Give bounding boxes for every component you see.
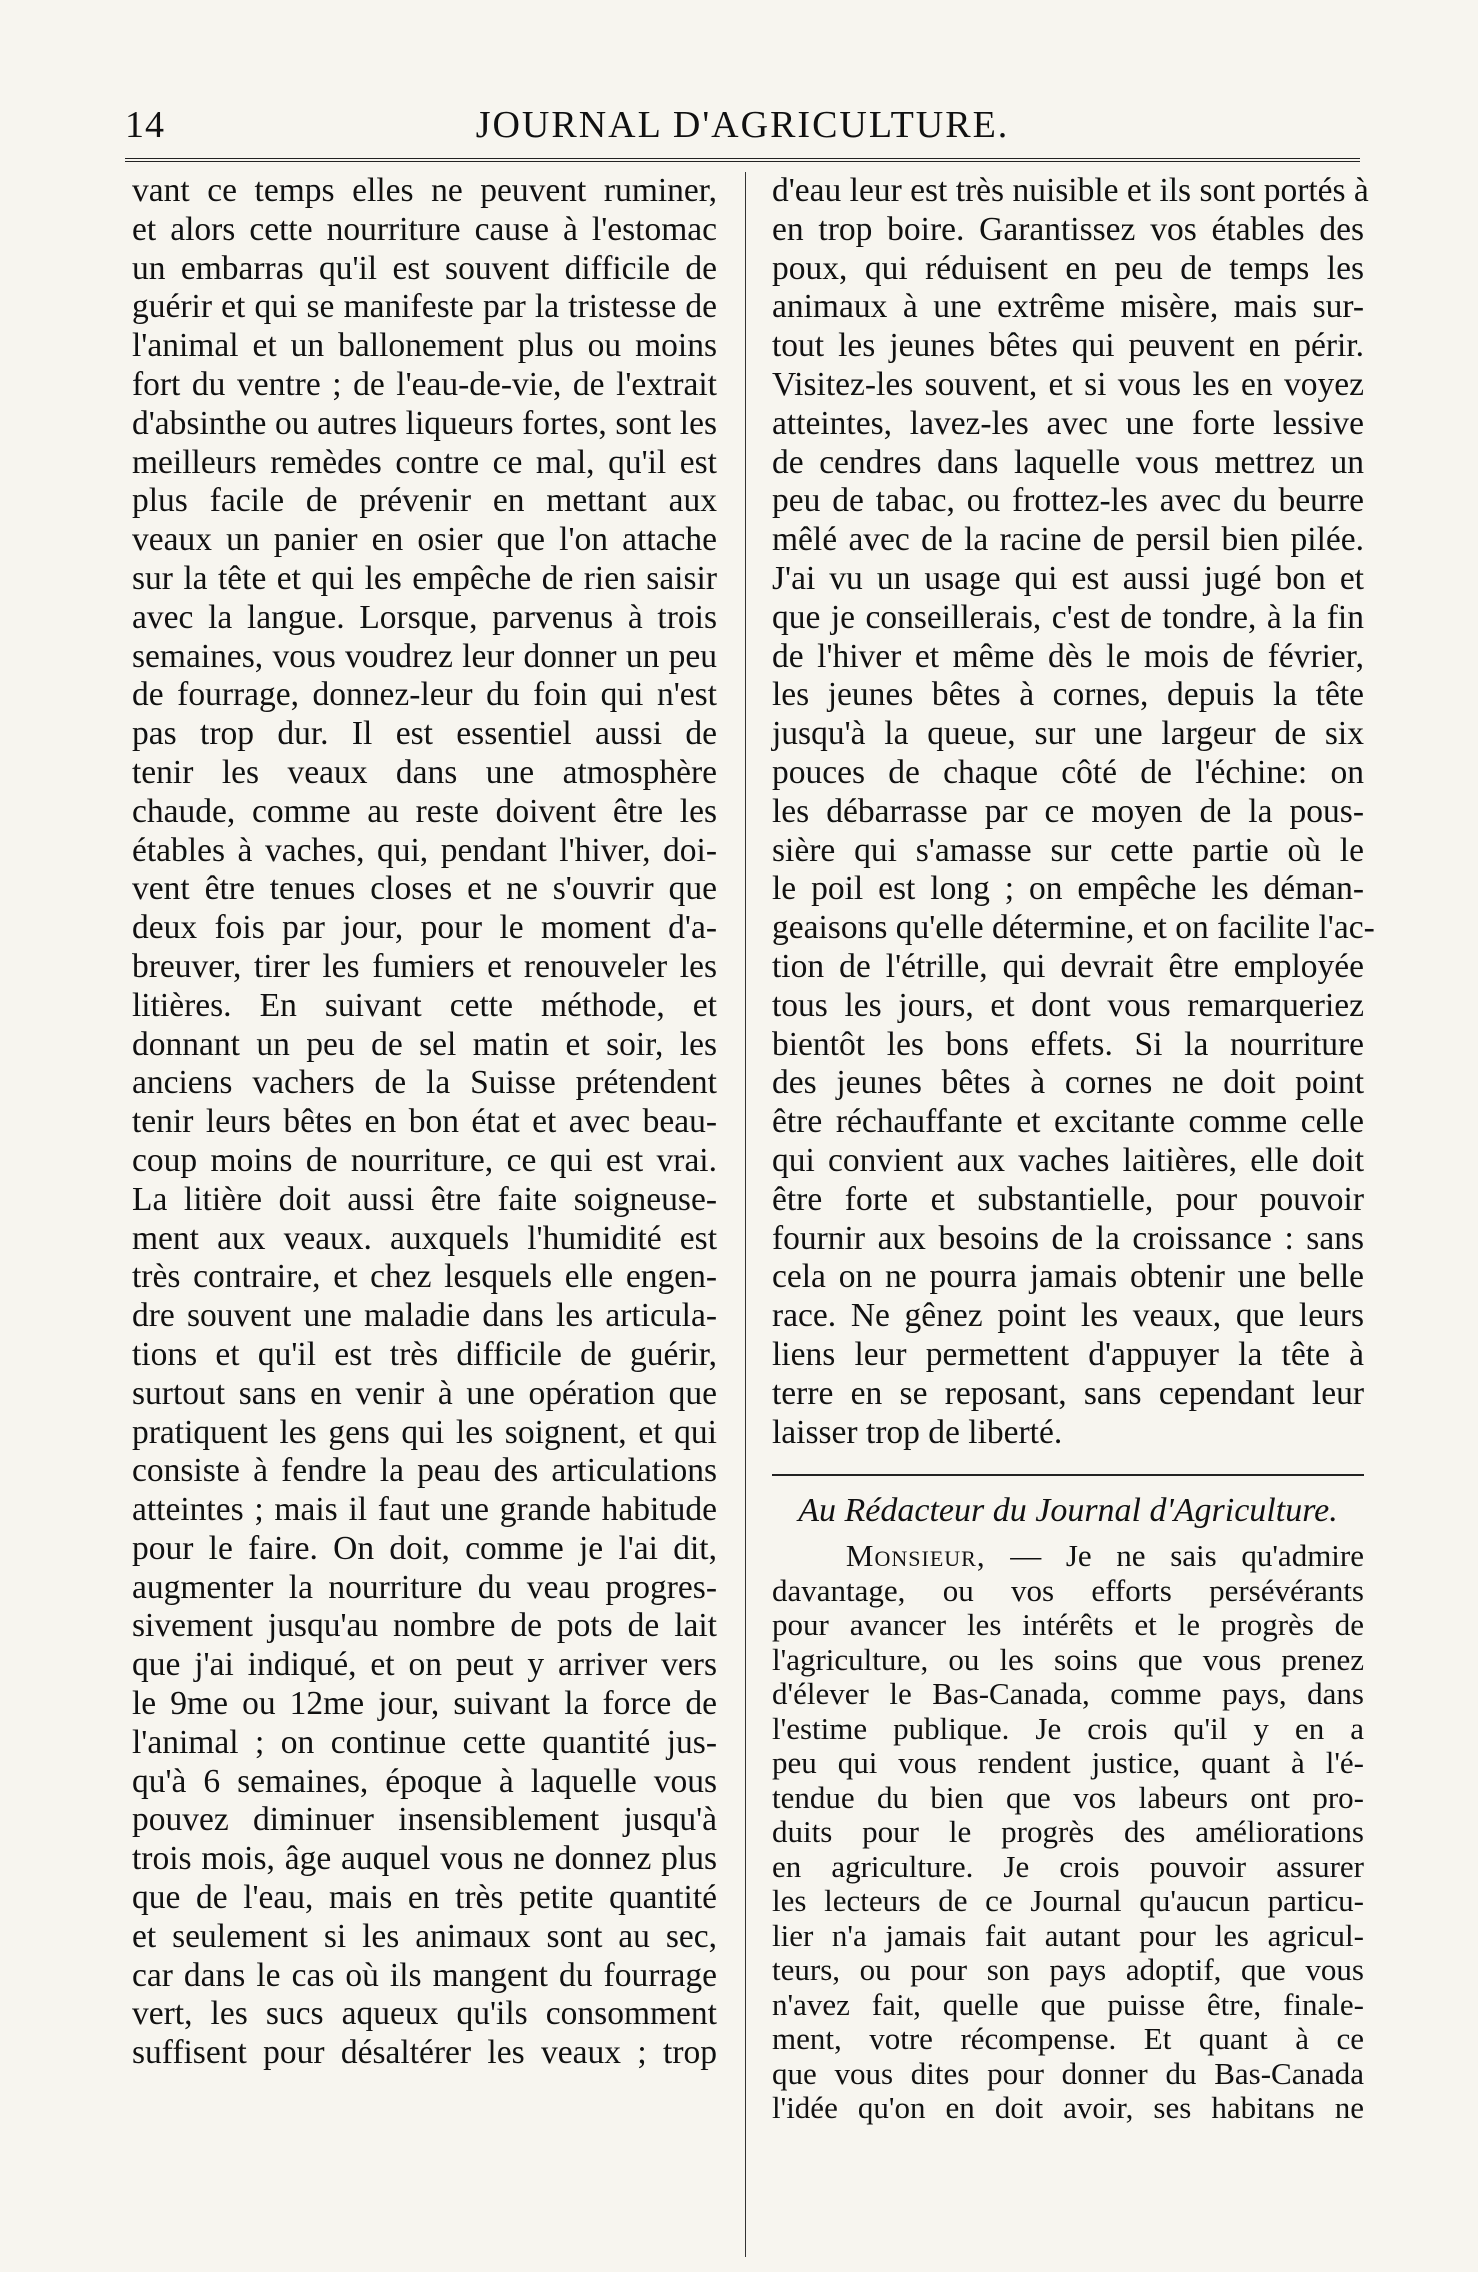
text-line: fort du ventre ; de l'eau-de-vie, de l'extrait [132, 365, 717, 403]
text-line: l'idée qu'on en doit avoir, ses habitans ne [772, 2090, 1364, 2126]
text-line: de l'hiver et même dès le mois de février, [772, 637, 1364, 675]
right-column [772, 172, 1375, 2126]
text-line: duits pour le progrès des améliorations [772, 1814, 1364, 1850]
text-line: tout les jeunes bêtes qui peuvent en périr. [772, 327, 1364, 365]
text-line: tion de l'étrille, qui devrait être employée [772, 947, 1364, 985]
text-line: trois mois, âge auquel vous ne donnez plus [132, 1840, 717, 1878]
header-rule [125, 158, 1360, 162]
text-line: guérir et qui se manifeste par la tristesse de [132, 288, 717, 326]
text-line: être forte et substantielle, pour pouvoir [772, 1180, 1364, 1218]
text-line: poux, qui réduisent en peu de temps les [772, 249, 1364, 287]
text-line: atteintes, lavez-les avec une forte lessive [772, 404, 1364, 442]
text-line: peu de tabac, ou frottez-les avec du beurre [772, 482, 1364, 520]
text-line: pratiquent les gens qui les soignent, et qui [132, 1413, 717, 1451]
text-line: davantage, ou vos efforts persévérants [772, 1572, 1364, 1608]
text-line: vent être tenues closes et ne s'ouvrir que [132, 870, 717, 908]
text-line: deux fois par jour, pour le moment d'a- [132, 909, 717, 947]
text-line: atteintes ; mais il faut une grande habitude [132, 1491, 717, 1529]
text-line: Visitez-les souvent, et si vous les en voyez [772, 365, 1364, 403]
left-column-text [132, 172, 717, 2073]
right-column-text [772, 172, 1375, 1452]
text-line: car dans le cas où ils mangent du fourrage [132, 1956, 717, 1994]
text-line: l'animal ; on continue cette quantité jus- [132, 1723, 717, 1761]
text-line: lier n'a jamais fait autant pour les agricul- [772, 1917, 1364, 1953]
text-line: donnant un peu de sel matin et soir, les [132, 1025, 717, 1063]
text-line: plus facile de prévenir en mettant aux [132, 482, 717, 520]
text-line: augmenter la nourriture du veau progres- [132, 1568, 717, 1606]
text-line: l'agriculture, ou les soins que vous prenez [772, 1641, 1364, 1677]
text-line: teurs, ou pour son pays adoptif, que vous [772, 1952, 1364, 1988]
text-line: anciens vachers de la Suisse prétendent [132, 1064, 717, 1102]
text-line: vant ce temps elles ne peuvent ruminer, [132, 172, 717, 209]
text-line: veaux un panier en osier que l'on attache [132, 521, 717, 559]
text-line: sur la tête et qui les empêche de rien saisir [132, 559, 717, 597]
text-line: être réchauffante et excitante comme celle [772, 1103, 1364, 1141]
text-line: liens leur permettent d'appuyer la tête à [772, 1335, 1364, 1373]
text-line: tions et qu'il est très difficile de guérir, [132, 1335, 717, 1373]
text-line: le poil est long ; on empêche les déman- [772, 870, 1364, 908]
text-line: peu qui vous rendent justice, quant à l'é- [772, 1745, 1364, 1781]
text-line: les jeunes bêtes à cornes, depuis la tête [772, 676, 1364, 714]
text-line: La litière doit aussi être faite soigneuse- [132, 1180, 717, 1218]
text-line: dre souvent une maladie dans les articula- [132, 1297, 717, 1335]
text-line: l'estime publique. Je crois qu'il y en a [772, 1710, 1364, 1746]
text-line: mêlé avec de la racine de persil bien pilée. [772, 521, 1364, 559]
text-line: que de l'eau, mais en très petite quantité [132, 1879, 717, 1917]
text-line: en agriculture. Je crois pouvoir assurer [772, 1848, 1364, 1884]
column-divider [745, 172, 746, 2257]
text-line: tenir les veaux dans une atmosphère [132, 753, 717, 791]
text-line: coup moins de nourriture, ce qui est vrai. [132, 1141, 717, 1179]
text-line: animaux à une extrême misère, mais sur- [772, 288, 1364, 326]
text-line: l'animal et un ballonement plus ou moins [132, 327, 717, 365]
text-line: de cendres dans laquelle vous mettrez un [772, 443, 1364, 481]
text-line: laisser trop de liberté. [772, 1413, 1063, 1451]
letter-text [772, 1539, 1364, 2126]
page-number: 14 [125, 104, 165, 146]
letter-heading: Au Rédacteur du Journal d'Agriculture. [798, 1492, 1338, 1530]
text-line: geaisons qu'elle détermine, et on facilite l'ac- [772, 909, 1375, 947]
section-divider [772, 1474, 1364, 1476]
text-line: pouces de chaque côté de l'échine: on [772, 753, 1364, 791]
text-line: litières. En suivant cette méthode, et [132, 986, 717, 1024]
running-title: JOURNAL D'AGRICULTURE. [475, 104, 1010, 146]
text-line: d'eau leur est très nuisible et ils sont portés à [772, 172, 1369, 209]
text-line: et alors cette nourriture cause à l'estomac [132, 210, 717, 248]
text-line: consiste à fendre la peau des articulations [132, 1452, 717, 1490]
text-line: breuver, tirer les fumiers et renouveler les [132, 947, 717, 985]
text-line: qui convient aux vaches laitières, elle doit [772, 1141, 1364, 1179]
letter-salutation: Monsieur, [845, 1538, 986, 1574]
text-line: et seulement si les animaux sont au sec, [132, 1917, 717, 1955]
text-line: des jeunes bêtes à cornes ne doit point [772, 1064, 1364, 1102]
letter-first-line [772, 1539, 1364, 1574]
text-line: bientôt les bons effets. Si la nourriture [772, 1025, 1364, 1063]
text-line: les débarrasse par ce moyen de la pous- [772, 792, 1364, 830]
text-line: jusqu'à la queue, sur une largeur de six [772, 715, 1364, 753]
text-line: meilleurs remèdes contre ce mal, qu'il est [132, 443, 717, 481]
text-line: pour le faire. On doit, comme je l'ai dit, [132, 1529, 717, 1567]
text-line: cela on ne pourra jamais obtenir une belle [772, 1258, 1364, 1296]
text-line: le 9me ou 12me jour, suivant la force de [132, 1685, 717, 1723]
text-line: que j'ai indiqué, et on peut y arriver vers [132, 1646, 717, 1684]
text-line: fournir aux besoins de la croissance : sans [772, 1219, 1364, 1257]
text-line: sivement jusqu'au nombre de pots de lait [132, 1607, 717, 1645]
text-line: ment aux veaux. auxquels l'humidité est [132, 1219, 717, 1257]
text-line: vert, les sucs aqueux qu'ils consomment [132, 1995, 717, 2033]
text-line: en trop boire. Garantissez vos étables des [772, 210, 1364, 248]
text-line: que je conseillerais, c'est de tondre, à la fin [772, 598, 1364, 636]
text-line: ment, votre récompense. Et quant à ce [772, 2021, 1364, 2057]
text-line: tenir leurs bêtes en bon état et avec beau- [132, 1103, 717, 1141]
text-line: très contraire, et chez lesquels elle engen- [132, 1258, 717, 1296]
text-line: tendue du bien que vos labeurs ont pro- [772, 1779, 1364, 1815]
text-line: sière qui s'amasse sur cette partie où le [772, 831, 1364, 869]
text-line: qu'à 6 semaines, époque à laquelle vous [132, 1762, 717, 1800]
text-line: de fourrage, donnez-leur du foin qui n'est [132, 676, 717, 714]
page-header [125, 95, 1360, 155]
text-line: les lecteurs de ce Journal qu'aucun particu- [772, 1883, 1364, 1919]
text-line: terre en se reposant, sans cependant leur [772, 1374, 1364, 1412]
text-line: pour avancer les intérêts et le progrès de [772, 1607, 1364, 1643]
letter-first-line-rest: — Je ne sais qu'admire [985, 1538, 1364, 1574]
text-line: que vous dites pour donner du Bas-Canada [772, 2055, 1364, 2091]
text-line: suffisent pour désaltérer les veaux ; trop [132, 2034, 717, 2072]
text-line: chaude, comme au reste doivent être les [132, 792, 717, 830]
left-column [132, 172, 717, 2073]
text-line: pouvez diminuer insensiblement jusqu'à [132, 1801, 717, 1839]
text-line: avec la langue. Lorsque, parvenus à trois [132, 598, 717, 636]
text-line: semaines, vous voudrez leur donner un peu [132, 637, 717, 675]
text-line: surtout sans en venir à une opération que [132, 1374, 717, 1412]
text-line: race. Ne gênez point les veaux, que leurs [772, 1297, 1364, 1335]
text-line: d'absinthe ou autres liqueurs fortes, sont les [132, 404, 717, 442]
text-line: n'avez fait, quelle que puisse être, finale- [772, 1986, 1364, 2022]
text-line: un embarras qu'il est souvent difficile de [132, 249, 717, 287]
text-line: d'élever le Bas-Canada, comme pays, dans [772, 1676, 1364, 1712]
text-line: étables à vaches, qui, pendant l'hiver, doi- [132, 831, 717, 869]
text-line: J'ai vu un usage qui est aussi jugé bon et [772, 559, 1364, 597]
text-line: tous les jours, et dont vous remarqueriez [772, 986, 1364, 1024]
text-line: pas trop dur. Il est essentiel aussi de [132, 715, 717, 753]
